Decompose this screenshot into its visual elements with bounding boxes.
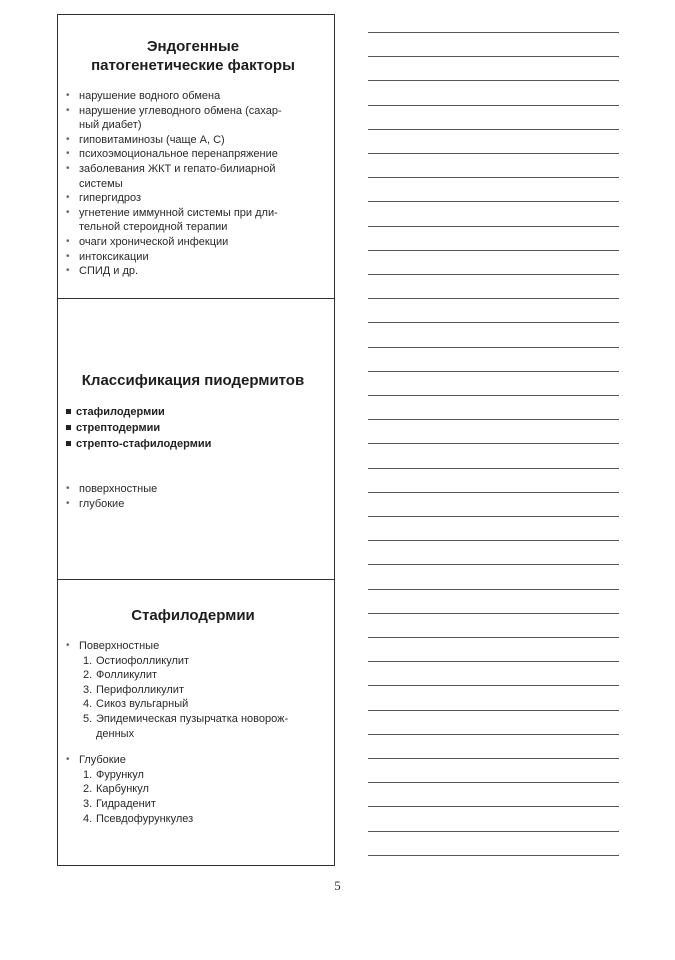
factor-list (66, 89, 320, 279)
note-line (368, 226, 619, 227)
note-line (368, 661, 619, 662)
list-item: • нарушение водного обмена (66, 89, 320, 104)
note-line (368, 274, 619, 275)
slide-title: Стафилодермии (131, 607, 255, 624)
list-item: • СПИД и др. (66, 264, 320, 279)
list-item: • интоксикации (66, 250, 320, 265)
note-line (368, 32, 619, 33)
list-item: • нарушение углеводного обмена (сахар- ный диабет) (66, 104, 320, 133)
page-number: 5 (334, 878, 341, 893)
slide-title: Классификация пиодермитов (81, 372, 305, 389)
note-line (368, 395, 619, 396)
note-line (368, 637, 619, 638)
slide-endogenous-factors (58, 15, 334, 299)
list-item: стафилодермии (66, 404, 320, 420)
group-label: • Глубокие (66, 753, 320, 768)
list-item: • гиповитаминозы (чаще А, С) (66, 133, 320, 148)
list-item: 3. Гидраденит (83, 797, 156, 810)
list-item: • глубокие (66, 497, 320, 512)
note-line (368, 105, 619, 106)
note-line (368, 734, 619, 735)
list-item: 2. Карбункул (83, 783, 149, 796)
note-line (368, 564, 619, 565)
note-line (368, 468, 619, 469)
list-item: • поверхностные (66, 482, 320, 497)
note-line (368, 710, 619, 711)
note-line (368, 589, 619, 590)
list-item: • гипергидроз (66, 191, 320, 206)
list-item: 2. Фолликулит (83, 669, 158, 682)
title-line-1: Эндогенные (146, 38, 240, 55)
note-line (368, 419, 619, 420)
note-line (368, 685, 619, 686)
superficial-group (66, 639, 320, 654)
note-line (368, 322, 619, 323)
note-line (368, 56, 619, 57)
note-line (368, 201, 619, 202)
slide-pyoderma-classification (58, 299, 334, 580)
list-item: • очаги хронической инфекции (66, 235, 320, 250)
note-line (368, 80, 619, 81)
note-line (368, 298, 619, 299)
note-line (368, 516, 619, 517)
note-line (368, 371, 619, 372)
spacer (66, 741, 320, 753)
type-list (66, 404, 320, 452)
note-line (368, 492, 619, 493)
note-line (368, 831, 619, 832)
list-item: 4. Сикоз вульгарный (83, 698, 189, 711)
spacer (66, 452, 320, 482)
list-item: стрепто-стафилодермии (66, 436, 320, 452)
note-lines (368, 22, 619, 862)
note-line (368, 177, 619, 178)
note-line (368, 540, 619, 541)
note-line (368, 347, 619, 348)
note-line (368, 250, 619, 251)
note-line (368, 613, 619, 614)
superficial-list (66, 654, 320, 742)
list-item: • угнетение иммунной системы при дли- тельной стероидной терапии (66, 206, 320, 235)
slide-title (66, 37, 320, 75)
note-line (368, 443, 619, 444)
deep-list (66, 768, 320, 826)
list-item: 1. Фурункул (83, 768, 144, 781)
list-item: 5. Эпидемическая пузырчатка новорож- денных (83, 712, 289, 740)
note-line (368, 855, 619, 856)
title-line-2: патогенетические факторы (91, 57, 295, 74)
note-line (368, 758, 619, 759)
note-line (368, 782, 619, 783)
note-line (368, 129, 619, 130)
group-label: • Поверхностные (66, 639, 320, 654)
list-item: стрептодермии (66, 420, 320, 436)
list-item: • психоэмоциональное перенапряжение (66, 147, 320, 162)
slides-column (57, 14, 335, 866)
note-line (368, 806, 619, 807)
deep-group (66, 753, 320, 768)
list-item: 1. Остиофолликулит (83, 654, 190, 667)
note-line (368, 153, 619, 154)
slide-staphyloderma (58, 580, 334, 865)
list-item: 3. Перифолликулит (83, 683, 184, 696)
depth-list (66, 482, 320, 511)
list-item: • заболевания ЖКТ и гепато-билиарной системы (66, 162, 320, 191)
list-item: 4. Псевдофурункулез (83, 812, 194, 825)
